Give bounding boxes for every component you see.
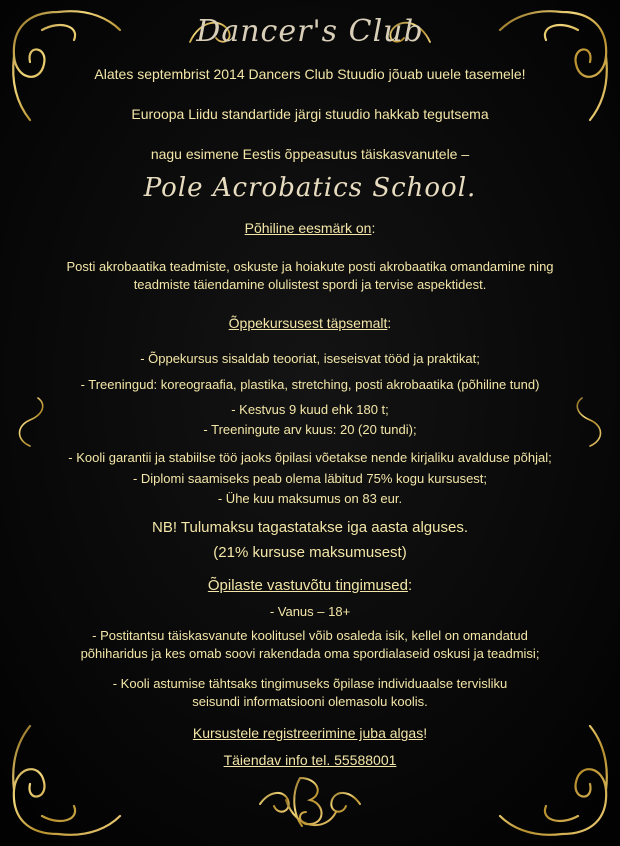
admission-heading-colon: : <box>407 577 413 594</box>
admission-item-2b: põhiharidus ja kes omab soovi rakendada oma spordialaseid oskusi ja teadmisi; <box>80 646 540 661</box>
registration-notice <box>40 725 580 741</box>
contact-phone[interactable]: Täiendav info tel. 55588001 <box>223 752 397 768</box>
intro-line-1: Alates septembrist 2014 Dancers Club Stuudio jõuab uuele tasemele! <box>94 66 526 82</box>
course-item-6: - Diplomi saamiseks peab olema läbitud 75% kogu kursusest; <box>132 471 488 486</box>
admission-item-2a: - Postitantsu täiskasvanute koolitusel võib osaleda isik, kellel on omandatud <box>92 628 528 643</box>
nb-line-2: (21% kursuse maksumusest) <box>213 544 407 561</box>
registration-exclamation: ! <box>423 725 428 741</box>
dancers-club-logo: Dancer's Club <box>196 14 424 49</box>
goal-heading-text: Põhiline eesmärk on <box>244 220 372 236</box>
intro-line-2: Euroopa Liidu standartide järgi stuudio hakkab tegutsema <box>131 106 489 122</box>
course-heading-text: Õppekursusest täpsemalt <box>228 315 388 331</box>
course-heading-colon: : <box>387 315 392 331</box>
admission-item-3b: seisundi informatsiooni olemasolu koolis. <box>192 694 428 709</box>
course-item-7: - Ühe kuu maksumus on 83 eur. <box>217 491 403 506</box>
goal-heading-colon: : <box>371 220 376 236</box>
admission-heading <box>40 577 580 594</box>
course-item-5: - Kooli garantii ja stabiilse töö jaoks õpilasi võetakse nende kirjaliku avalduse põhjal; <box>68 450 552 465</box>
course-heading <box>40 315 580 331</box>
course-item-2: - Treeningud: koreograafia, plastika, stretching, posti akrobaatika (põhiline tund) <box>80 377 540 392</box>
admission-item-1: - Vanus – 18+ <box>269 604 351 619</box>
goal-text-line-2: teadmiste täiendamine olulistest spordi ja tervise aspektidest. <box>133 277 487 292</box>
course-item-4: - Treeningute arv kuus: 20 (20 tundi); <box>203 422 417 437</box>
intro-line-3: nagu esimene Eestis õppeasutus täiskasvanutele – <box>150 146 470 162</box>
goal-text-line-1: Posti akrobaatika teadmiste, oskuste ja hoiakute posti akrobaatika omandamine ning <box>66 259 554 274</box>
school-name-title: Pole Acrobatics School. <box>143 173 477 203</box>
nb-line-1: NB! Tulumaksu tagastatakse iga aasta alguses. <box>151 519 468 536</box>
registration-text: Kursustele registreerimine juba algas <box>192 725 424 741</box>
goal-heading <box>40 220 580 236</box>
admission-heading-text: Õpilaste vastuvõtu tingimused <box>207 577 408 594</box>
course-item-3: - Kestvus 9 kuud ehk 180 t; <box>231 402 389 417</box>
course-item-1: - Õppekursus sisaldab teooriat, iseseisvat tööd ja praktikat; <box>140 351 480 366</box>
admission-item-3a: - Kooli astumise tähtsaks tingimuseks õpilase individuaalse tervisliku <box>112 676 508 691</box>
